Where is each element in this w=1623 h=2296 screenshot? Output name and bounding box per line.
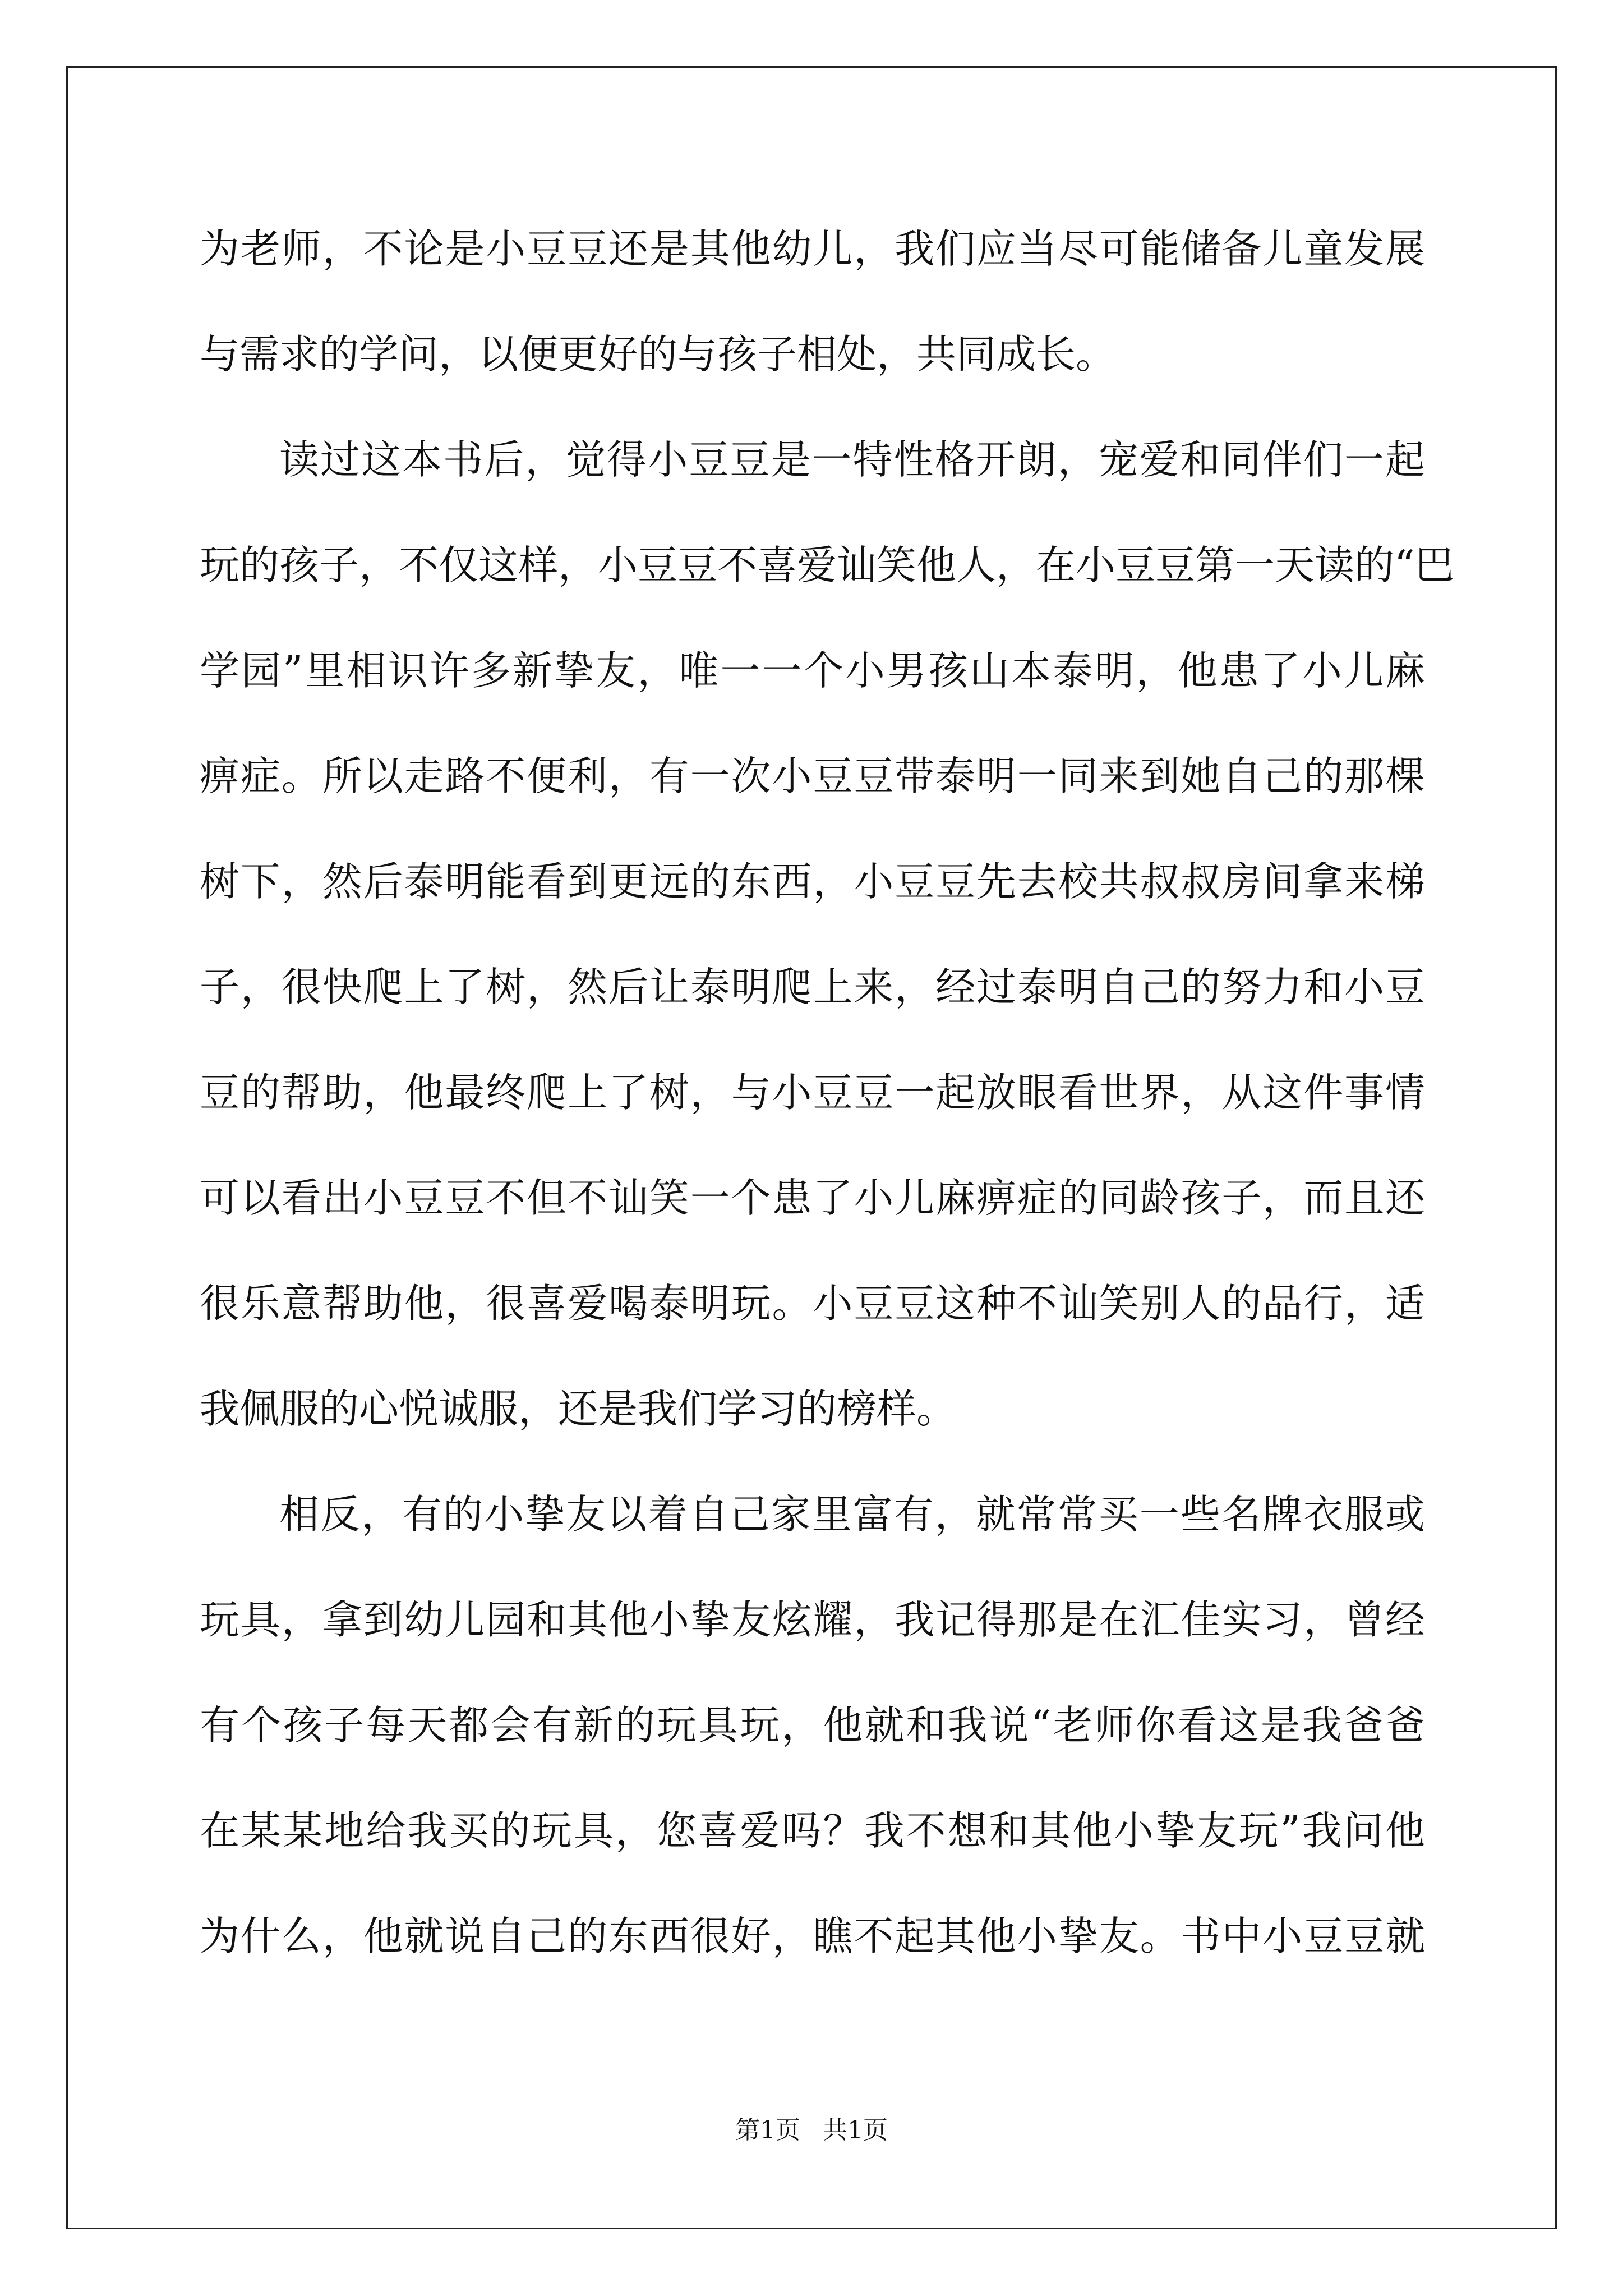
- text-line: 豆的帮助，他最终爬上了树，与小豆豆一起放眼看世界，从这件事情: [200, 1069, 1425, 1116]
- text-line: 可以看出小豆豆不但不讪笑一个患了小儿麻痹症的同龄孩子，而且还: [200, 1175, 1425, 1221]
- text-line: 有个孩子每天都会有新的玩具玩，他就和我说“老师你看这是我爸爸: [200, 1702, 1425, 1749]
- page-number: 第1页: [735, 2116, 800, 2145]
- page-total: 共1页: [823, 2116, 888, 2145]
- text-line: 在某某地给我买的玩具，您喜爱吗？我不想和其他小挚友玩”我问他: [200, 1807, 1425, 1854]
- text-line: 我佩服的心悦诚服，还是我们学习的榜样。: [200, 1386, 957, 1432]
- text-line: 树下，然后泰明能看到更远的东西，小豆豆先去校共叔叔房间拿来梯: [200, 858, 1425, 905]
- text-line: 子，很快爬上了树，然后让泰明爬上来，经过泰明自己的努力和小豆: [200, 964, 1425, 1010]
- text-line: 为老师，不论是小豆豆还是其他幼儿，我们应当尽可能储备儿童发展: [200, 226, 1425, 272]
- text-line: 为什么，他就说自己的东西很好，瞧不起其他小挚友。书中小豆豆就: [200, 1913, 1425, 1959]
- text-line: 与需求的学问，以便更好的与孩子相处，共同成长。: [200, 331, 1116, 378]
- text-line: 读过这本书后，觉得小豆豆是一特性格开朗，宠爱和同伴们一起: [279, 436, 1425, 483]
- text-line: 很乐意帮助他，很喜爱喝泰明玩。小豆豆这种不讪笑别人的品行，适: [200, 1280, 1425, 1327]
- document-body: [200, 215, 1455, 2008]
- text-line: 痹症。所以走路不便利，有一次小豆豆带泰明一同来到她自己的那棵: [200, 753, 1425, 799]
- text-line: 玩具，拿到幼儿园和其他小挚友炫耀，我记得那是在汇佳实习，曾经: [200, 1596, 1425, 1643]
- page-footer: [0, 2114, 1623, 2147]
- text-line: 学园”里相识许多新挚友，唯一一个小男孩山本泰明，他患了小儿麻: [200, 647, 1425, 694]
- text-line: 玩的孩子，不仅这样，小豆豆不喜爱讪笑他人，在小豆豆第一天读的“巴: [200, 542, 1455, 588]
- text-line: 相反，有的小挚友以着自己家里富有，就常常买一些名牌衣服或: [279, 1491, 1425, 1538]
